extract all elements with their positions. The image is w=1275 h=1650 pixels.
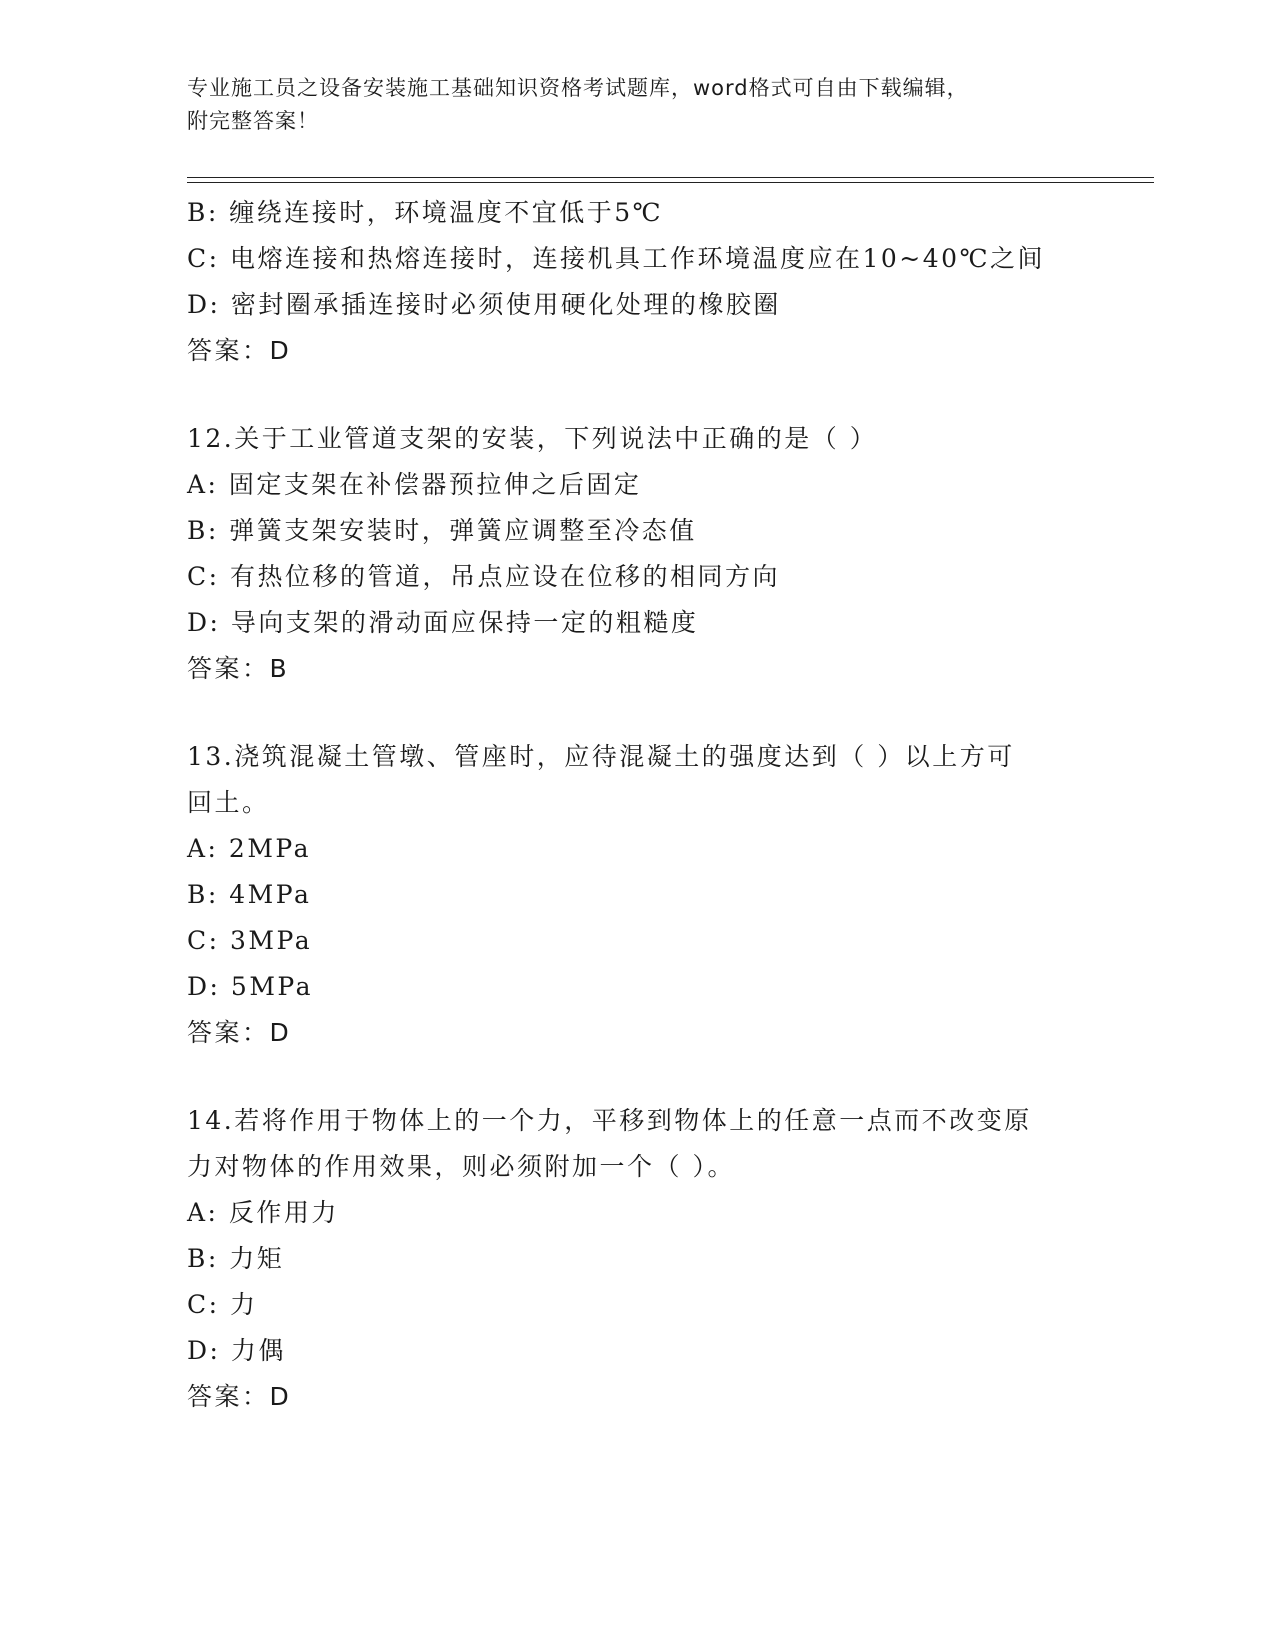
option-a: A: 固定支架在补偿器预拉伸之后固定 [187, 470, 642, 499]
question-text: 12.关于工业管道支架的安装，下列说法中正确的是（ ） [187, 424, 878, 453]
option-d: D: 导向支架的滑动面应保持一定的粗糙度 [187, 608, 699, 637]
question-text-line-1: 14.若将作用于物体上的一个力，平移到物体上的任意一点而不改变原 [187, 1106, 1032, 1135]
block-spacer [187, 374, 1087, 416]
option-d: D: 力偶 [187, 1336, 286, 1365]
option-d: D: 5MPa [187, 972, 314, 1001]
question-text-line-1: 13.浇筑混凝土管墩、管座时，应待混凝土的强度达到（ ）以上方可 [187, 742, 1015, 771]
question-block-14 [187, 1098, 1087, 1420]
answer-label: 答案：D [187, 336, 292, 365]
option-b: B: 力矩 [187, 1244, 285, 1273]
question-text-line-2: 力对物体的作用效果，则必须附加一个（ ）。 [187, 1152, 735, 1181]
option-b: B: 弹簧支架安装时，弹簧应调整至冷态值 [187, 516, 697, 545]
answer-label: 答案：D [187, 1018, 292, 1047]
block-spacer [187, 692, 1087, 734]
option-a: A: 反作用力 [187, 1198, 339, 1227]
header-line-1: 专业施工员之设备安装施工基础知识资格考试题库，word格式可自由下载编辑， [187, 76, 969, 100]
header-line-2: 附完整答案！ [187, 109, 319, 133]
answer-label: 答案：B [187, 654, 290, 683]
option-a: A: 2MPa [187, 834, 312, 863]
option-b: B: 缠绕连接时，环境温度不宜低于5℃ [187, 198, 664, 227]
question-block-13 [187, 734, 1087, 1056]
option-c: C: 电熔连接和热熔连接时，连接机具工作环境温度应在10~40℃之间 [187, 244, 1046, 273]
question-block-12 [187, 416, 1087, 692]
page-header [187, 72, 1067, 138]
block-spacer [187, 1056, 1087, 1098]
header-divider-bottom [187, 182, 1154, 183]
option-b: B: 4MPa [187, 880, 312, 909]
question-list [187, 190, 1087, 1420]
answer-label: 答案：D [187, 1382, 292, 1411]
option-c: C: 3MPa [187, 926, 313, 955]
option-c: C: 力 [187, 1290, 258, 1319]
option-d: D: 密封圈承插连接时必须使用硬化处理的橡胶圈 [187, 290, 781, 319]
header-divider-top [187, 177, 1154, 178]
question-text-line-2: 回土。 [187, 788, 270, 817]
option-c: C: 有热位移的管道，吊点应设在位移的相同方向 [187, 562, 780, 591]
question-block-11 [187, 190, 1087, 374]
